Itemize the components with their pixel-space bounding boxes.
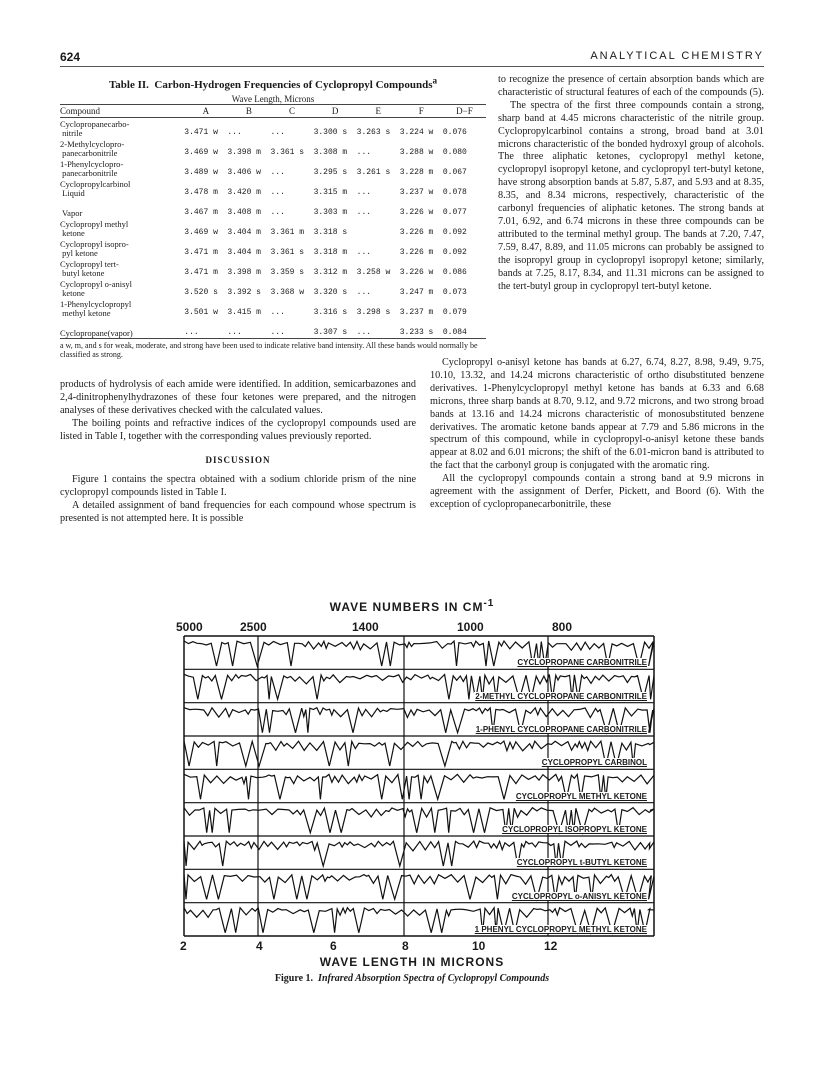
table-cell-value: 3.226 w [399,207,434,217]
spectrum-label: CYCLOPROPYL o-ANISYL KETONE [511,891,647,901]
table-col-header: D [314,104,357,117]
spectrum-label: CYCLOPROPYL CARBINOL [541,758,647,768]
table-cell-value: 3.408 m [227,207,261,217]
table-cell-value: 3.237 m [399,307,434,317]
table-cell-value: 3.361 s [270,247,305,257]
table-cell-value: ... [356,247,372,257]
left-para-4: A detailed assignment of band frequencies for each compound whose spectrum is presented is not attempted here. It is possible [60,500,416,525]
figure-bottom-axis-title: WAVE LENGTH IN MICRONS [319,955,505,969]
table-cell-value: ... [356,287,372,297]
table-cell-value: 3.420 m [227,187,261,197]
table-col-header: E [357,104,400,117]
top-tick-800: 800 [552,620,573,634]
table-cell-value: 3.224 w [399,127,434,137]
table-cell-value: 3.320 s [313,287,348,297]
bottom-tick-2: 2 [180,939,187,953]
table-col-header: C [270,104,313,117]
table-cell-value: 3.469 w [184,227,218,237]
table-cell-value: 3.316 s [313,307,348,317]
table-cell-value: 3.406 w [227,167,261,177]
right-para-2: The spectra of the first three compounds contain a strong, sharp band at 4.45 microns characteristic of the nitrile group. Cyclopropylcarbinol contains a strong, broad band at 3.01 microns characteristic of the bonded hydroxyl group of alcohols. The three aliphatic ketones, cyclopropyl methyl ketone, cyclopropyl isopropyl ketone, and cyclopropyl tert-butyl ketone, have strong absorption bands at 5.87, 5.87, and 5.93 and at 8.35, 8.35, and 8.34 microns, respectively, characteristic of the carbonyl frequencies of aliphatic ketones. The strong bands at 7.01, 6.92, and 6.74 microns in these three compounds can be attributed to the terminal methyl group. The bands at 7.20, 7.47, 7.59, 8.47, 8.89, and 11.05 microns can probably be assigned to the isopropyl group in cyclopropyl isopropyl ketone; similarly, bands at 7.25, 8.17, 8.34, and 11.31 microns can be assigned to the tert-butyl group in cyclopropyl tert-butyl ketone. [498,99,764,292]
top-axis-title-sup: -1 [483,598,495,609]
bottom-tick-8: 8 [402,939,409,953]
table-title-text: Carbon-Hydrogen Frequencies of Cyclopropyl Compounds [154,78,433,91]
table-cell-value: ... [356,187,372,197]
table-cell-value: 0.080 [442,147,467,157]
table-cell-compound: Cyclopropanecarbo- nitrile [60,118,130,138]
top-tick-2500: 2500 [240,620,267,634]
table-cell-value: ... [270,207,285,217]
table-cell-value: ... [270,307,285,317]
table-cell-value: 0.084 [443,318,486,339]
bottom-tick-10: 10 [472,939,486,953]
table-cell-value: 3.233 s [400,318,443,339]
table-cell-value: 3.404 m [227,247,261,257]
table-cell-value: 3.247 m [399,287,434,297]
table-cell-value: 0.077 [442,207,467,217]
top-tick-5000: 5000 [176,620,203,634]
table-cell-value: 0.078 [442,187,467,197]
table-cell-value: 0.079 [442,307,467,317]
spectrum-label: CYCLOPROPYL ISOPROPYL KETONE [502,825,647,834]
table-cell-value: 3.318 s [313,227,348,237]
table-cell-compound: Cyclopropyl isopro- pyl ketone [60,238,129,258]
table-cell-compound: 2-Methylcyclopro- panecarbonitrile [60,138,125,158]
table-cell-value: 3.359 s [270,267,305,277]
table-cell-value: 3.398 m [227,267,261,277]
table-cell-compound: Cyclopropylcarbinol Liquid [60,178,131,198]
table-cell-value: 3.398 m [227,147,261,157]
table-cell-value: ... [357,318,400,339]
right-para-3: Cyclopropyl o-anisyl ketone has bands at 6.27, 6.74, 8.27, 8.98, 9.49, 9.75, 10.10, 13.32, and 14.24 microns characteristic of ortho disubstituted benzene derivatives. 1-Phenylcyclopropyl methyl ketone has bands at 6.33 and 6.68 microns, three sharp bands at 8.70, 9.12, and 9.72 microns, and two strong broad bands at 13.16 and 14.24 microns characteristic of monosubstituted benzene derivatives. The aromatic ketone bands appear at 7.79 and 5.86 microns in the spectrum of this compound, while in cyclopropyl-o-anisyl ketone these bands appear at 8.02 and 6.01 microns; the shift of the 6.01-micron band is attributed to the fact that the carbonyl group is conjugated with the aromatic ring. [430,357,764,472]
table-cell-value: 3.261 s [356,167,391,177]
table-cell-value: 3.361 m [270,227,305,237]
table-subheader: Wave Length, Microns [231,93,315,104]
bottom-tick-12: 12 [544,939,558,953]
table-col-header: Compound [60,104,184,117]
right-para-1: to recognize the presence of certain absorption bands which are characteristic of structural features of each of the compounds (5). [498,74,764,98]
table-cell-value: 3.501 w [184,307,218,317]
table-footnote: a w, m, and s for weak, moderate, and strong have been used to indicate relative band intensity. All these bands would normally be classified as strong. [60,340,478,359]
table-col-header: A [184,104,227,117]
table-cell-value: 3.258 w [356,267,391,277]
table-col-header: F [400,104,443,117]
table-cell-compound: Cyclopropyl methyl ketone [60,218,129,238]
top-axis-title-text: WAVE NUMBERS IN CM [329,600,484,614]
table-label: Table II. [108,78,149,91]
table-cell-value: 0.092 [442,227,467,237]
figure-caption-label: Figure 1. [274,973,314,984]
table-cell-value: ... [270,318,313,339]
table-cell-value: 3.368 w [270,287,305,297]
left-para-1: products of hydrolysis of each amide were identified. In addition, semicarbazones and 2,4-dinitrophenylhydrazones of these four ketones were prepared, and the nitrogen analyses of these derivatives checked with the calculated values. [60,379,416,416]
bottom-tick-4: 4 [256,939,263,953]
table-cell-compound: Vapor [60,207,83,218]
left-para-3: Figure 1 contains the spectra obtained with a sodium chloride prism of the nine cyclopropyl compounds listed in Table I. [60,474,416,499]
table-cell-compound: 1-Phenylcyclopropyl methyl ketone [60,298,132,318]
journal-title: ANALYTICAL CHEMISTRY [590,50,764,62]
spectrum-label: CYCLOPROPANE CARBONITRILE [517,658,647,668]
table-cell-value: 3.469 w [184,147,218,157]
table-cell-value: 3.308 m [313,147,348,157]
table-cell-value: 0.073 [442,287,467,297]
right-para-4: All the cyclopropyl compounds contain a strong band at 9.9 microns in agreement with the assignment of Derfer, Pickett, and Boord (6). With the exception of cyclopropanecarbonitrile, these [430,473,764,510]
table-cell-value: 3.226 m [399,227,434,237]
table-col-header: B [227,104,270,117]
table-cell-compound: 1-Phenylcyclopro- panecarbonitrile [60,158,124,178]
table-cell-value: ... [184,318,227,339]
table-cell-value: 3.237 w [399,187,434,197]
left-para-2: The boiling points and refractive indices of the cyclopropyl compounds used are listed in Table I, together with the corresponding values previously reported. [60,417,416,442]
table-cell-value: 3.303 m [313,207,348,217]
table-cell-value: 3.288 w [399,147,434,157]
table-cell-value: 3.471 m [184,247,218,257]
table-cell-value: 0.086 [442,267,467,277]
figure-caption [60,973,764,984]
table-title-sup: a [432,75,438,85]
table-cell-value: ... [270,127,285,137]
table-cell-value: 3.404 m [227,227,261,237]
table-cell-value: 3.392 s [227,287,261,297]
table-cell-value: 0.076 [442,127,467,137]
spectrum-label: 1 PHENYL CYCLOPROPYL METHYL KETONE [474,925,647,934]
table-cell-compound: Cyclopropyl tert- butyl ketone [60,258,119,278]
table-cell-value: 3.471 w [184,127,218,137]
table-cell-value: 3.226 m [399,247,434,257]
table-cell-value: 3.489 w [184,167,218,177]
spectrum-label: 2-METHYL CYCLOPROPANE CARBONITRILE [475,691,647,701]
table-cell-value: 3.295 s [313,167,348,177]
table-cell-value: 3.298 s [356,307,391,317]
table-cell-value: ... [227,127,242,137]
spectrum-label: CYCLOPROPYL METHYL KETONE [515,791,647,801]
spectrum-label: CYCLOPROPYL t-BUTYL KETONE [516,858,647,868]
table-cell-value: 3.478 m [184,187,218,197]
table-cell-value: 0.067 [442,167,467,177]
table-cell-value: 3.307 s [314,318,357,339]
table-cell-value: 3.226 w [399,267,434,277]
table-cell-value: 3.228 m [399,167,434,177]
table-col-header: D−F [443,104,486,117]
table-cell-value: 3.263 s [356,127,391,137]
table-cell-value: 3.361 s [270,147,305,157]
table-cell-value: 0.092 [442,247,467,257]
table-cell-compound: Cyclopropyl o-anisyl ketone [60,278,133,298]
table-cell-value: 3.471 m [184,267,218,277]
table-cell-value: ... [356,207,372,217]
table-cell-value: 3.318 m [313,247,348,257]
top-tick-1400: 1400 [352,620,379,634]
table-cell-value: 3.312 m [313,267,348,277]
table-cell-value: ... [270,187,285,197]
table-cell-value: 3.300 s [313,127,348,137]
table-cell-value: ... [227,318,270,339]
table-cell-value: ... [356,147,372,157]
figure-caption-text: Infrared Absorption Spectra of Cyclopropyl Compounds [318,973,550,984]
top-tick-1000: 1000 [457,620,484,634]
table-cell-value: ... [270,167,285,177]
page-number: 624 [60,50,81,64]
table-cell-value: 3.315 m [313,187,348,197]
bottom-tick-6: 6 [330,939,337,953]
table-cell-value: 3.415 m [227,307,261,317]
table-cell-value: 3.467 m [184,207,218,217]
table-cell-value: 3.520 s [184,287,218,297]
spectra-traces [184,641,654,933]
spectrum-label: 1-PHENYL CYCLOPROPANE CARBONITRILE [475,725,647,734]
discussion-heading: DISCUSSION [205,454,271,465]
table-cell-compound: Cyclopropane(vapor) [60,318,184,339]
